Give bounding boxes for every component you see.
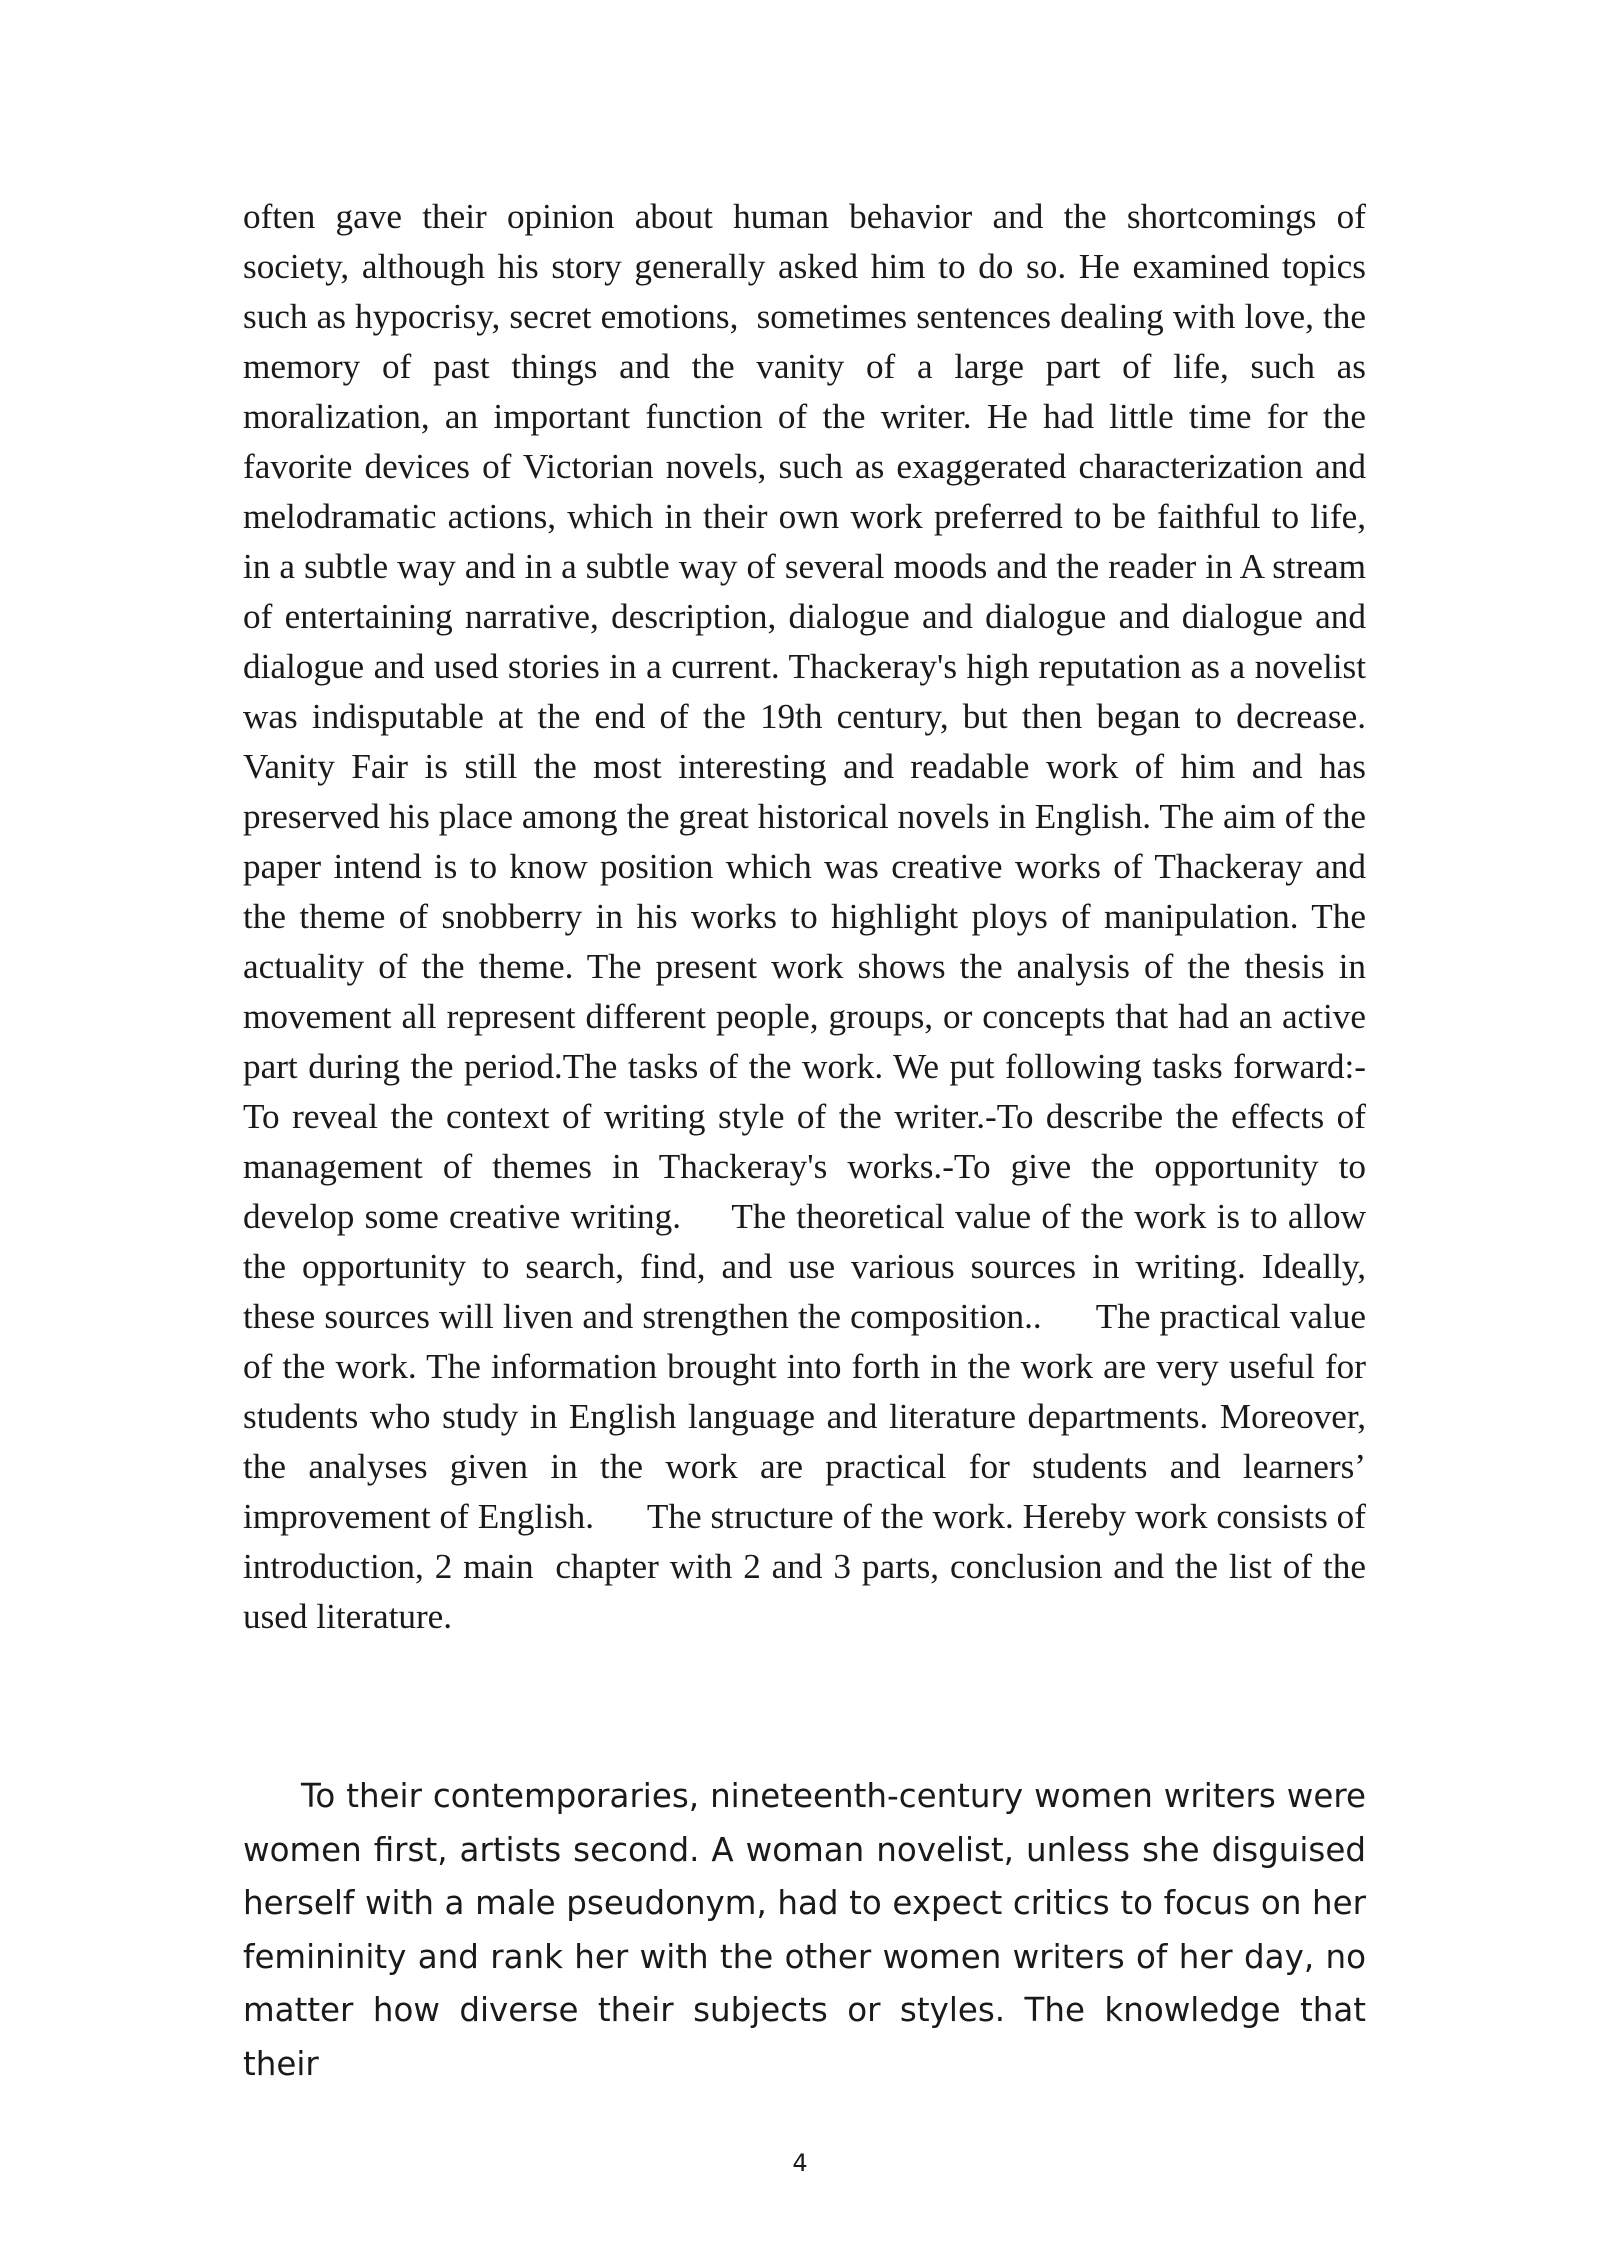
paragraph-2 — [243, 1770, 1377, 2091]
body-text-block — [243, 192, 1375, 1642]
paragraph-2-text: To their contemporaries, nineteenth-century women writers were women first, artists second. A woman novelist, unless she disguised herself with a male pseudonym, had to expect critics to focus on her femininity and rank her with the other women writers of her day, no matter how diverse their subjects or styles. The knowledge that their — [243, 1777, 1377, 2083]
paragraph-1: often gave their opinion about human behavior and the shortcomings of society, although his story generally asked him to do so. He examined topics such as hypocrisy, secret emotions, sometimes sentences dealing with love, the memory of past things and the vanity of a large part of life, such as moralization, an important function of the writer. He had little time for the favorite devices of Victorian novels, such as exaggerated characterization and melodramatic actions, which in their own work preferred to be faithful to life, in a subtle way and in a subtle way of several moods and the reader in A stream of entertaining narrative, description, dialogue and dialogue and dialogue and dialogue and used stories in a current. Thackeray's high reputation as a novelist was indisputable at the end of the 19th century, but then began to decrease. Vanity Fair is still the most interesting and readable work of him and has preserved his place among the great historical novels in English. The aim of the paper intend is to know position which was creative works of Thackeray and the theme of snobberry in his works to highlight ploys of manipulation. The actuality of the theme. The present work shows the analysis of the thesis in movement all represent different people, groups, or concepts that had an active part during the period.The tasks of the work. We put following tasks forward:-To reveal the context of writing style of the writer.-To describe the effects of management of themes in Thackeray's works.-To give the opportunity to develop some creative writing. The theoretical value of the work is to allow the opportunity to search, find, and use various sources in writing. Ideally, these sources will liven and strengthen the composition.. The practical value of the work. The information brought into forth in the work are very useful for students who study in English language and literature departments. Moreover, the analyses given in the work are practical for students and learners’ improvement of English. The structure of the work. Hereby work consists of introduction, 2 main chapter with 2 and 3 parts, conclusion and the list of the used literature. — [243, 197, 1375, 1636]
page-number: 4 — [792, 2149, 808, 2177]
